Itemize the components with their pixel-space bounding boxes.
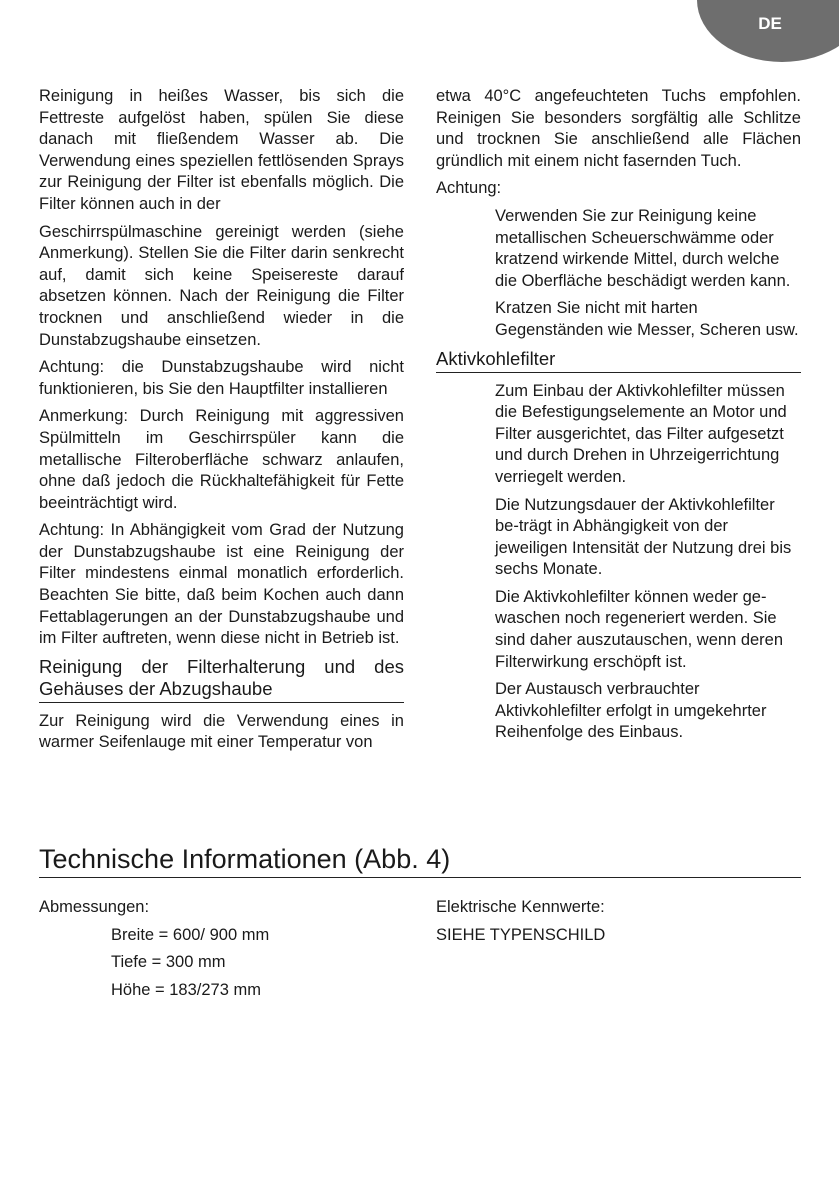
- left-paragraph-6: Zur Reinigung wird die Verwendung eines in warmer Seifenlauge mit einer Temperatur von: [39, 711, 404, 752]
- right-paragraph-1: etwa 40°C angefeuchteten Tuchs empfohlen. Reinigen Sie besonders sorgfältig alle Schlitze und trocknen Sie anschließend alle Flächen gründlich mit einem nicht fasernden Tuch.: [436, 87, 801, 170]
- electrical-label: Elektrische Kennwerte:: [436, 898, 605, 916]
- technical-info-heading: Technische Informationen (Abb. 4): [39, 842, 801, 878]
- depth-spec: Tiefe = 300 mm: [111, 953, 226, 971]
- warning-text: : die Dunstabzugshaube wird nicht funktionieren, bis Sie den Hauptfilter installieren: [39, 358, 404, 398]
- carbon-filter-paragraph: Die Nutzungsdauer der Aktivkohlefilter be-trägt in Abhängigkeit von der jeweiligen Intensität der Nutzung drei bis sechs Monate.: [495, 495, 792, 579]
- left-paragraph-1: Reinigung in heißes Wasser, bis sich die Fettreste aufgelöst haben, spülen Sie diese danach mit fließendem Wasser ab. Die Verwendung eines speziellen fettlösenden Sprays zur Reinigung der Filter ist ebenfalls möglich. Die Filter können auch in der: [39, 87, 404, 213]
- warning-label: Achtung: [39, 521, 100, 540]
- carbon-filter-paragraph: Zum Einbau der Aktivkohlefilter müssen die Befestigungselemente an Motor und Filter ausgerichtet, das Filter aufgesetzt und durch Drehen in Uhrzeigerrichtung verriegelt werden.: [495, 381, 787, 486]
- left-paragraph-4: [39, 406, 404, 514]
- carbon-filter-list: [495, 381, 801, 745]
- right-column: [436, 86, 801, 750]
- left-paragraph-3: [39, 357, 404, 400]
- width-spec: Breite = 600/ 900 mm: [111, 926, 270, 944]
- section-heading-carbon-filter: Aktivkohlefilter: [436, 348, 801, 373]
- warning-label: Achtung: [39, 358, 100, 377]
- note-label: Anmerkung: [39, 407, 124, 426]
- warning-title: Achtung:: [436, 179, 502, 198]
- left-column: [39, 86, 404, 760]
- carbon-filter-paragraph: Die Aktivkohlefilter können weder ge-waschen noch regeneriert werden. Sie sind daher auszutauschen, wenn deren Filterwirkung erschöpft ist.: [495, 587, 784, 671]
- left-paragraph-2: Geschirrspülmaschine gereinigt werden (siehe Anmerkung). Stellen Sie die Filter darin senkrecht auf, damit sich keine Speisereste darauf absetzen können. Nach der Reinigung die Filter trocknen und anschließend wieder in die Dunstabzugshaube einsetzen.: [39, 222, 404, 349]
- section-heading-housing-cleaning: Reinigung der Filterhalterung und des Gehäuses der Abzugshaube: [39, 656, 404, 703]
- carbon-filter-paragraph: Der Austausch verbrauchter Aktivkohlefilter erfolgt in umgekehrter Reihenfolge des Einbaus.: [495, 680, 767, 742]
- electrical-value: SIEHE TYPENSCHILD: [436, 926, 606, 944]
- language-label: DE: [758, 14, 782, 33]
- note-text: : Durch Reinigung mit aggressiven Spülmitteln im Geschirrspüler kann die metallische Filteroberfläche schwarz anlaufen, ohne daß jedoch die Rückhaltefähigkeit für Fette beeinträchtigt wird.: [39, 407, 404, 512]
- warning-item: Kratzen Sie nicht mit harten Gegenständen wie Messer, Scheren usw.: [495, 299, 799, 339]
- warning-list: [495, 206, 801, 342]
- left-paragraph-5: [39, 520, 404, 650]
- height-spec: Höhe = 183/273 mm: [111, 981, 261, 999]
- warning-item: Verwenden Sie zur Reinigung keine metallischen Scheuerschwämme oder kratzend wirkende Mittel, durch welche die Oberfläche beschädigt werden kann.: [495, 206, 791, 290]
- dimensions-label: Abmessungen:: [39, 898, 150, 916]
- warning-text: : In Abhängigkeit vom Grad der Nutzung der Dunstabzugshaube ist eine Reinigung der Filter mindestens einmal monatlich erforderlich. Beachten Sie bitte, daß beim Kochen auch dann Fettablagerungen an der Dunstabzugshaube und im Filter auftreten, wenn diese nicht in Betrieb ist.: [39, 521, 404, 648]
